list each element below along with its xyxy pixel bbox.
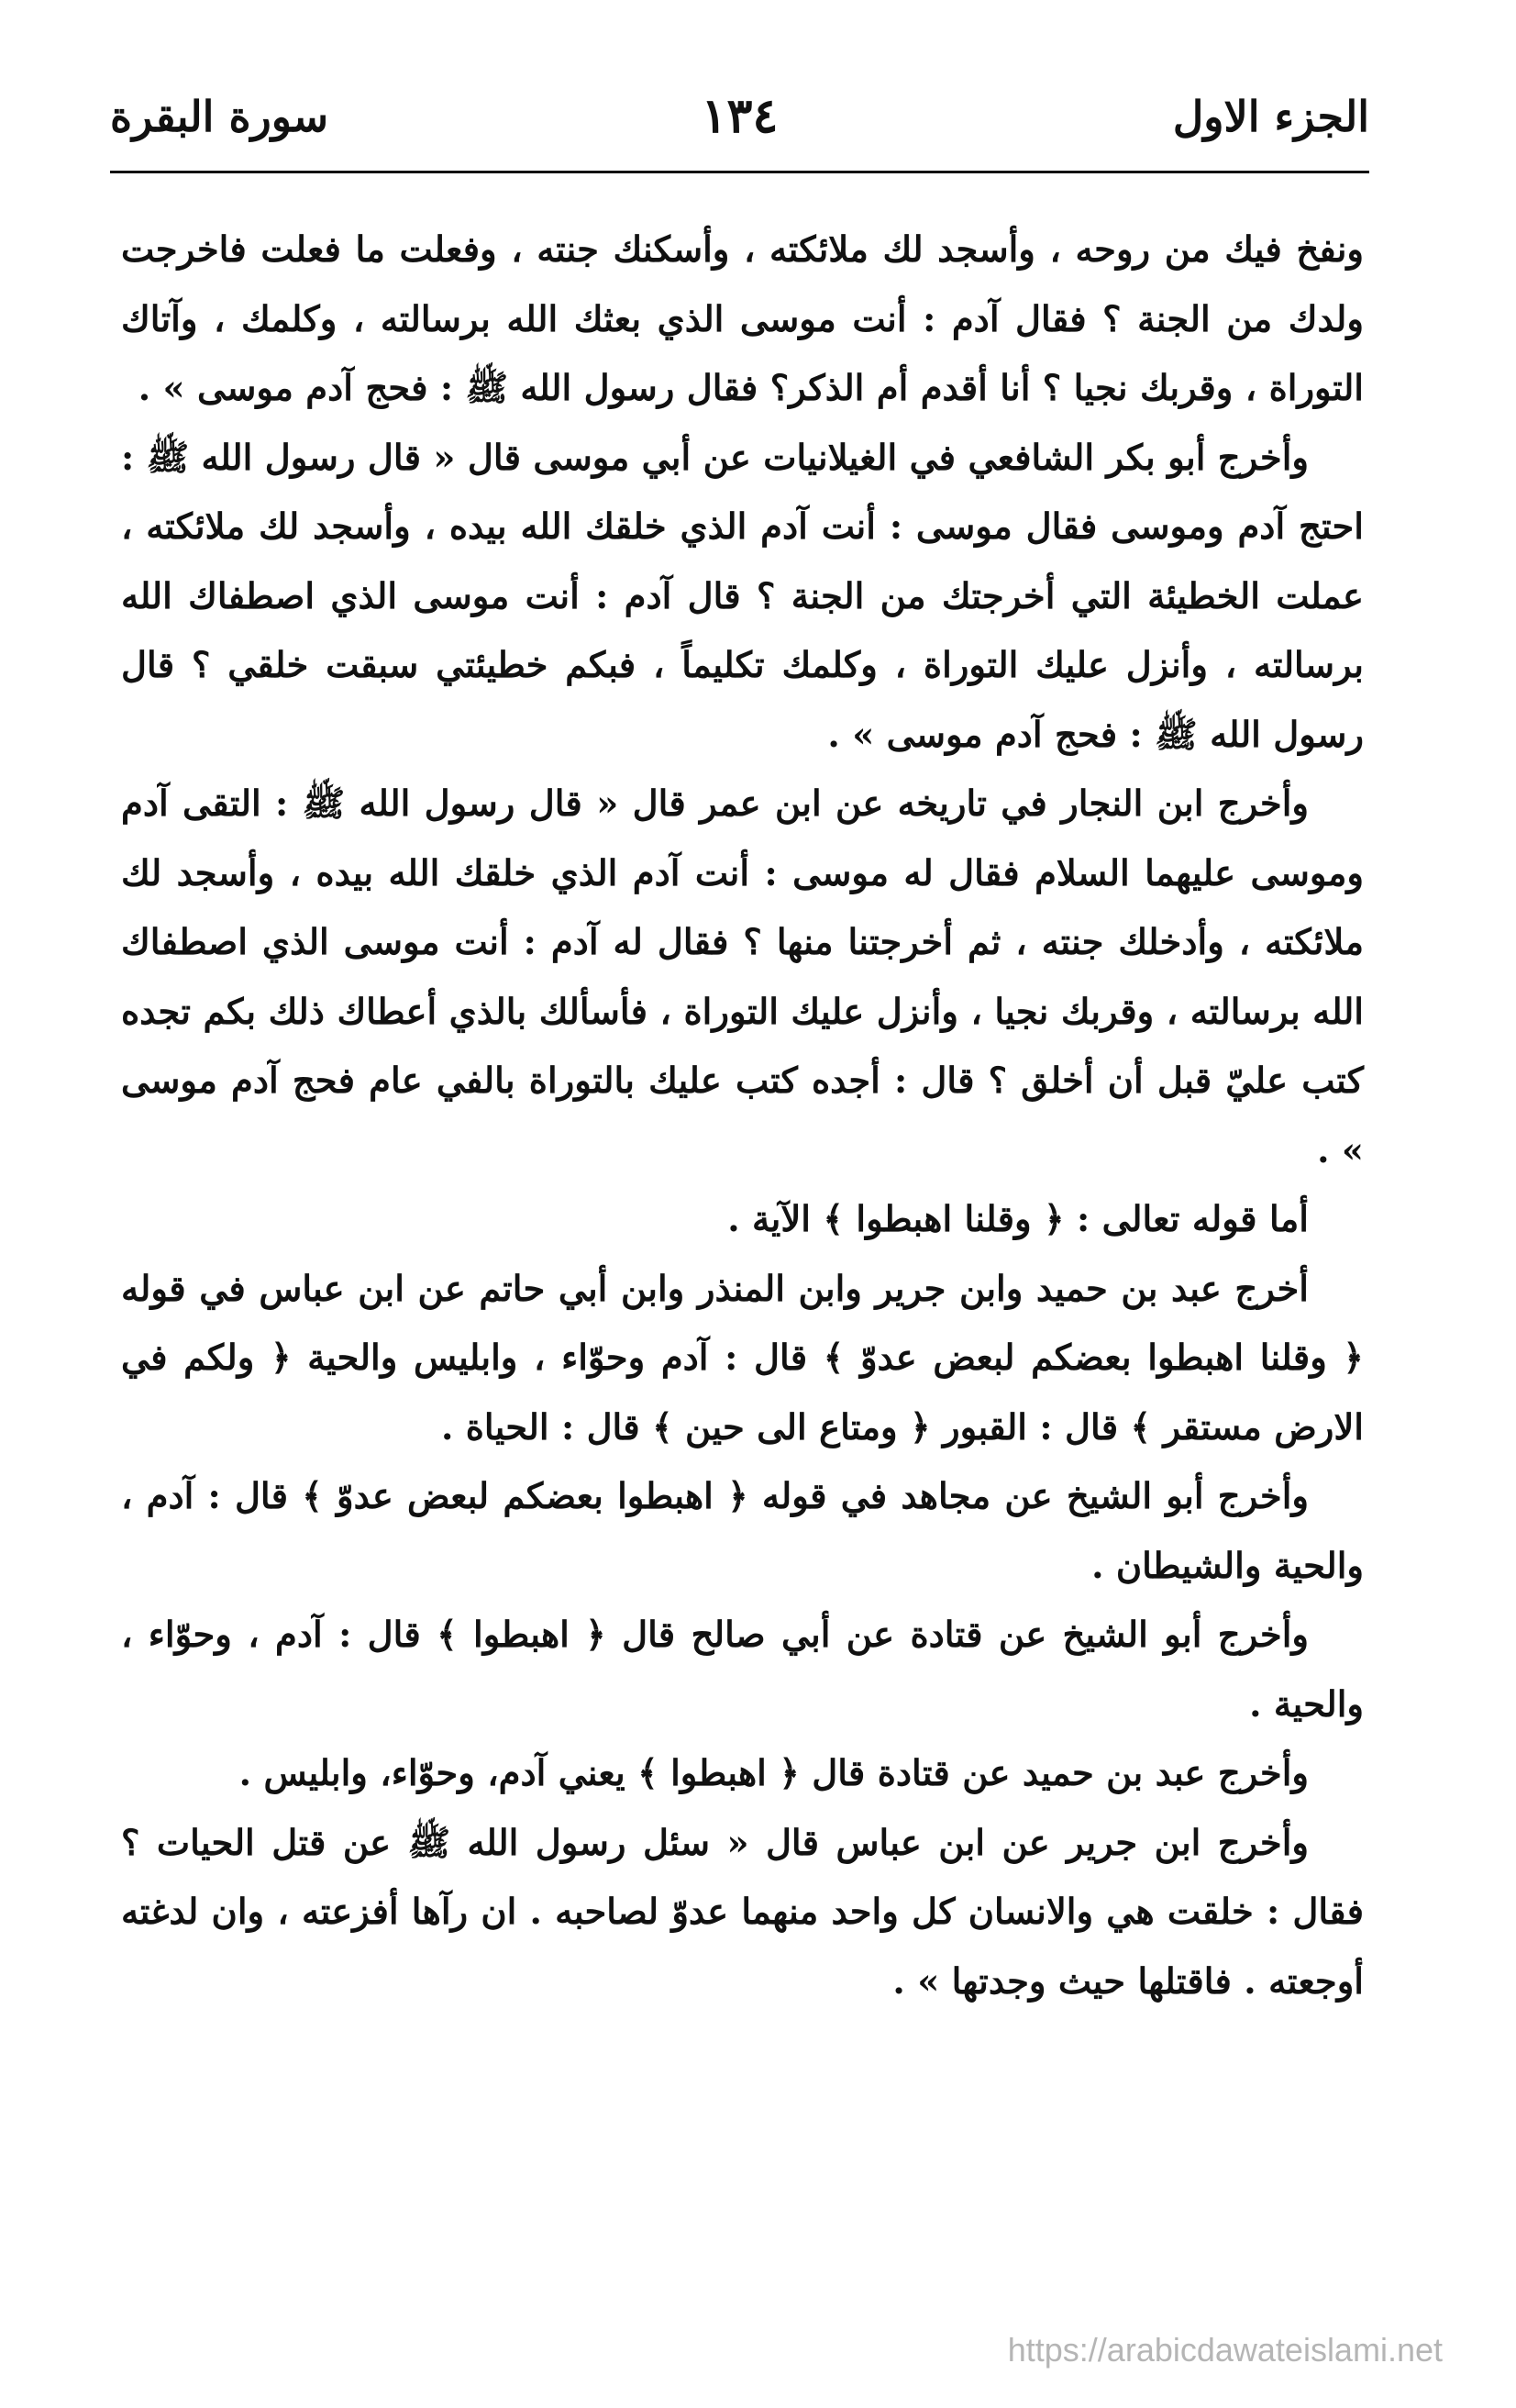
page-number: ١٣٤ bbox=[701, 88, 779, 144]
paragraph: وأخرج ابن جرير عن ابن عباس قال « سئل رسول الله ﷺ عن قتل الحيات ؟ فقال : خلقت هي والانسان كل واحد منهما عدوّ لصاحبه . ان رآها أفزعته ، وان لدغته أوجعته . فاقتلها حيث وجدتها » . bbox=[121, 1822, 1364, 2003]
header-divider bbox=[110, 171, 1369, 173]
page-header bbox=[110, 84, 1369, 149]
watermark-url: https://arabicdawateislami.net bbox=[1007, 2331, 1443, 2369]
paragraph: وأخرج أبو بكر الشافعي في الغيلانيات عن أبي موسى قال « قال رسول الله ﷺ : احتج آدم وموسى فقال موسى : أنت آدم الذي خلقك الله بيده ، وأسجد لك ملائكته ، عملت الخطيئة التي أخرجتك من الجنة ؟ قال آدم : أنت موسى الذي اصطفاك الله برسالته ، وأنزل عليك التوراة ، وكلمك تكليماً ، فبكم خطيئتي سبقت خلقي ؟ قال رسول الله ﷺ : فحج آدم موسى » . bbox=[121, 437, 1364, 756]
paragraph: وأخرج عبد بن حميد عن قتادة قال ﴿ اهبطوا ﴾ يعني آدم، وحوّاء، وابليس . bbox=[238, 1753, 1309, 1794]
paragraph: وأخرج أبو الشيخ عن قتادة عن أبي صالح قال ﴿ اهبطوا ﴾ قال : آدم ، وحوّاء ، والحية . bbox=[121, 1615, 1364, 1726]
paragraph: وأخرج أبو الشيخ عن مجاهد في قوله ﴿ اهبطوا بعضكم لبعض عدوّ ﴾ قال : آدم ، والحية والشيطان . bbox=[121, 1476, 1364, 1587]
surah-title: سورة البقرة bbox=[110, 92, 329, 141]
body-text bbox=[121, 216, 1364, 2016]
paragraph: ونفخ فيك من روحه ، وأسجد لك ملائكته ، وأسكنك جنته ، وفعلت ما فعلت فاخرجت ولدك من الجنة ؟ فقال آدم : أنت موسى الذي بعثك الله برسالته ، وكلمك ، وآتاك التوراة ، وقربك نجيا ؟ أنا أقدم أم الذكر؟ فقال رسول الله ﷺ : فحج آدم موسى » . bbox=[121, 229, 1364, 409]
paragraph: أخرج عبد بن حميد وابن جرير وابن المنذر وابن أبي حاتم عن ابن عباس في قوله ﴿ وقلنا اهبطوا بعضكم لبعض عدوّ ﴾ قال : آدم وحوّاء ، وابليس والحية ﴿ ولكم في الارض مستقر ﴾ قال : القبور ﴿ ومتاع الى حين ﴾ قال : الحياة . bbox=[121, 1268, 1364, 1448]
volume-label: الجزء الاول bbox=[1172, 92, 1369, 141]
paragraph: أما قوله تعالى : ﴿ وقلنا اهبطوا ﴾ الآية . bbox=[727, 1199, 1309, 1240]
paragraph: وأخرج ابن النجار في تاريخه عن ابن عمر قال « قال رسول الله ﷺ : التقى آدم وموسى عليهما السلام فقال له موسى : أنت آدم الذي خلقك الله بيده ، وأسجد لك ملائكته ، وأدخلك جنته ، ثم أخرجتنا منها ؟ فقال له آدم : أنت موسى الذي اصطفاك الله برسالته ، وقربك نجيا ، وأنزل عليك التوراة ، فأسألك بالذي أعطاك ذلك بكم تجده كتب عليّ قبل أن أخلق ؟ قال : أجده كتب عليك بالتوراة بالفي عام فحج آدم موسى » . bbox=[121, 783, 1364, 1171]
